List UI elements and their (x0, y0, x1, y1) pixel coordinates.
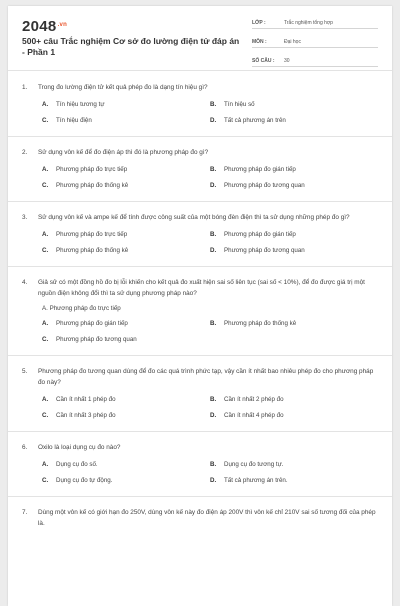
answer-option[interactable] (210, 412, 378, 419)
option-text: Phương pháp đo gián tiếp (224, 166, 296, 173)
document-header (8, 6, 392, 71)
answer-option[interactable] (42, 396, 210, 403)
option-text: Phương pháp đo tương quan (56, 336, 137, 343)
option-letter: C. (42, 336, 49, 343)
option-letter: A. (42, 101, 49, 108)
option-text: Tín hiệu tương tự (56, 101, 105, 108)
question-text-row (22, 277, 378, 299)
answer-options (42, 101, 378, 124)
option-text: Cần ít nhất 2 phép đo (224, 396, 284, 403)
answer-option[interactable] (210, 320, 378, 327)
option-text: Dụng cụ đo tự động. (56, 477, 113, 484)
option-letter: A. (42, 166, 49, 173)
option-text: Phương pháp đo trực tiếp (56, 231, 128, 238)
question-divider (8, 496, 392, 497)
meta-row-subject (252, 31, 378, 48)
option-letter: C. (42, 477, 49, 484)
option-letter: A. (42, 320, 49, 327)
question-number: 6. (22, 444, 28, 451)
answer-option[interactable] (42, 231, 210, 238)
meta-value: Trắc nghiệm tổng hợp (284, 20, 333, 26)
answer-option[interactable] (42, 182, 210, 189)
question-item (22, 82, 378, 124)
option-text: Phương pháp đo tương quan (224, 247, 305, 254)
option-text: Tín hiệu điện (56, 117, 92, 124)
answer-option[interactable] (42, 412, 210, 419)
option-letter: B. (210, 320, 217, 327)
logo-domain: .vn (57, 22, 68, 28)
answer-option[interactable] (210, 166, 378, 173)
option-letter: B. (210, 101, 217, 108)
option-letter: B. (210, 166, 217, 173)
option-text: Dụng cụ đo số. (56, 461, 98, 468)
meta-key: SỐ CÂU : (252, 58, 275, 64)
question-item (22, 507, 378, 529)
option-text: Cần ít nhất 1 phép đo (56, 396, 116, 403)
answer-option[interactable] (42, 247, 210, 254)
option-letter: D. (210, 477, 217, 484)
question-text: Sử dụng vôn kế để đo điện áp thì đó là phương pháp đo gì? (38, 149, 209, 156)
answer-option[interactable] (210, 117, 378, 124)
answer-option[interactable] (210, 231, 378, 238)
document-page (8, 6, 392, 606)
question-text: Phương pháp đo tương quan dùng để đo các quá trình phức tạp, vậy cần ít nhất bao nhiêu phép đo cho phương pháp đo này? (38, 368, 374, 386)
option-letter: B. (210, 396, 217, 403)
option-letter: C. (42, 412, 49, 419)
question-divider (8, 355, 392, 356)
meta-key: MÔN : (252, 39, 267, 45)
answer-option[interactable] (210, 461, 378, 468)
answer-options (42, 166, 378, 189)
question-text-row (22, 366, 378, 388)
answer-option[interactable] (42, 320, 210, 327)
question-text: Oxilo là loại dụng cụ đo nào? (38, 444, 121, 451)
question-text: Sử dụng vôn kế và ampe kế để tính được công suất của một bóng đèn điện thì ta sử dụng những phép đo gì? (38, 214, 350, 221)
question-item (22, 212, 378, 254)
question-number: 5. (22, 368, 28, 375)
answer-options (42, 461, 378, 484)
answer-option[interactable] (42, 101, 210, 108)
site-logo[interactable] (22, 18, 67, 35)
answer-option[interactable] (210, 477, 378, 484)
answer-option[interactable] (42, 166, 210, 173)
option-letter: C. (42, 117, 49, 124)
option-letter: A. (42, 231, 49, 238)
option-text: Cần ít nhất 3 phép đo (56, 412, 116, 419)
option-text: Tất cả phương án trên. (224, 477, 288, 484)
answer-option[interactable]: A. Phương pháp đo trực tiếp (42, 305, 121, 312)
question-number: 7. (22, 509, 28, 516)
option-letter: C. (42, 182, 49, 189)
answer-option[interactable] (42, 117, 210, 124)
answer-options (42, 231, 378, 254)
meta-value: Đại học (284, 39, 301, 45)
meta-key: LỚP : (252, 20, 266, 26)
answer-option[interactable] (210, 182, 378, 189)
option-text: Phương pháp đo tương quan (224, 182, 305, 189)
option-text: Phương pháp đo thống kê (56, 247, 129, 254)
option-text: Phương pháp đo gián tiếp (224, 231, 296, 238)
option-text: Tín hiệu số (224, 101, 255, 108)
logo-text: 2048 (22, 18, 57, 35)
answer-option[interactable] (210, 396, 378, 403)
answer-option[interactable] (42, 461, 210, 468)
question-text-row (22, 507, 378, 529)
question-item (22, 147, 378, 189)
option-text: Phương pháp đo trực tiếp (56, 166, 128, 173)
option-letter: D. (210, 182, 217, 189)
question-text-row (22, 147, 378, 158)
option-letter: C. (42, 247, 49, 254)
answer-option[interactable] (210, 101, 378, 108)
option-letter: D. (210, 247, 217, 254)
question-divider (8, 136, 392, 137)
option-letter: D. (210, 412, 217, 419)
question-text: Trong đo lường điện tử kết quả phép đo là dạng tín hiệu gì? (38, 84, 208, 91)
option-text: Phương pháp đo thống kê (224, 320, 297, 327)
meta-row-class (252, 12, 378, 29)
question-divider (8, 201, 392, 202)
meta-value: 30 (284, 58, 290, 64)
question-text-row (22, 82, 378, 93)
option-letter: A. (42, 461, 49, 468)
option-text: Cần ít nhất 4 phép đo (224, 412, 284, 419)
answer-options (42, 320, 378, 343)
document-title: 500+ câu Trắc nghiệm Cơ sở đo lường điện tử đáp án - Phần 1 (22, 36, 240, 57)
question-text: Dùng một vôn kế có giới hạn đo 250V, dùng vôn kế này đo điện áp 200V thì vôn kế chỉ 210V sai số tương đối của phép là. (38, 509, 376, 527)
question-number: 3. (22, 214, 28, 221)
question-text: Giả sử có một đồng hồ đo bị lỗi khiến cho kết quả đo xuất hiện sai số liên tục (sai số < 10%), để đo được giá trị một nguồn điện không đổi thì ta sử dụng phương pháp nào? (38, 279, 365, 297)
option-letter: B. (210, 231, 217, 238)
question-divider (8, 431, 392, 432)
question-item (22, 442, 378, 484)
document-meta (252, 12, 378, 69)
option-letter: A. (42, 396, 49, 403)
question-number: 4. (22, 279, 28, 286)
option-letter: D. (210, 117, 217, 124)
question-list (22, 82, 378, 539)
option-text: Tất cả phương án trên (224, 117, 286, 124)
question-number: 2. (22, 149, 28, 156)
answer-options (42, 396, 378, 419)
answer-option[interactable] (42, 477, 210, 484)
question-item (22, 366, 378, 419)
option-text: Phương pháp đo gián tiếp (56, 320, 128, 327)
answer-option[interactable] (210, 247, 378, 254)
option-letter: B. (210, 461, 217, 468)
question-text-row (22, 212, 378, 223)
question-divider (8, 266, 392, 267)
option-text: Phương pháp đo thống kê (56, 182, 129, 189)
question-text-row (22, 442, 378, 453)
answer-option[interactable] (42, 336, 210, 343)
question-number: 1. (22, 84, 28, 91)
option-text: Dụng cụ đo tương tự. (224, 461, 284, 468)
meta-row-count (252, 50, 378, 67)
question-item (22, 277, 378, 343)
